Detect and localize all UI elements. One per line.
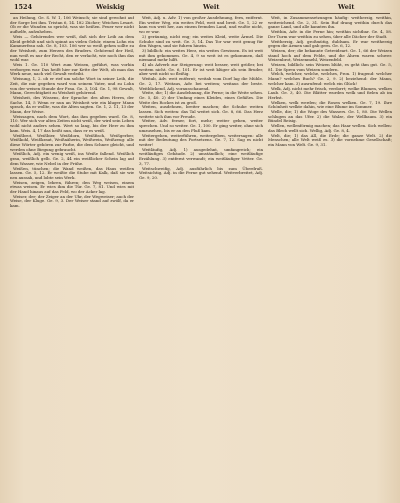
page-number: 1524	[14, 3, 33, 11]
entry-paragraph: Weite, die; 1) die Ausdehnung, die Ferne; in die Weite sehen. Ge. 5, 40. 2) der Umfang eines Kleides, eines Gefäßes. Die Weite des Rockes ist zu groß.	[139, 90, 263, 105]
entry-paragraph: Weit, Adj. u. Adv. 1) von großer Ausdehnung, fern, entfernt. Ein weiter Weg, ein weites Feld, weit und breit. Ge. 1, 22 er kam von weit her, aus einem fremden Land, und wußte nicht, wo er war.	[139, 16, 263, 35]
header-rule	[10, 13, 390, 14]
entry-paragraph: Welt, die; 1) das All, die Erde; die ganze Welt. 2) die Menschen; alle Welt weiß es. 3) die vornehme Gesellschaft; ein Mann von Welt. Ge. 9, 31.	[268, 132, 392, 147]
entry-paragraph: an Heilung, Ge. S. W. 1, 106 Weinsch; sie sind gewohnt auf der Sorge bei ihm. Tristan 6, 14. 182 Zücher; Weichen Lesart. Ob er die Wunden so spricht, was sie heißen. Feuer wer nicht aufhelfe, aufzuheben.	[10, 16, 134, 35]
entry-paragraph: Weitläufig, Adj. 1) ausgedehnt, umfangreich; ein weitläufiges Gebäude. 2) umständlich; eine weitläufige Erzählung. 3) entfernt verwandt; ein weitläufiger Vetter. Ge. 3, 77.	[139, 146, 263, 166]
entry-paragraph: Weitherzig, Adj. großmütig, duldsam. Er war weitherzig gegen die Armen und gab gern. Ge. 6, 12.	[268, 38, 392, 49]
header-center-word: Weit	[203, 3, 220, 11]
entry-paragraph: Weißbrot, Weißbier, Weißdorn, Weißfisch, Weißgerber, Weißkohl, Weißkraut, Weißnäherin, Weißwein, Weißzeug: alle diese Wörter gehören zur Farbe, die dem Schnee gleicht, und werden ohne Biegung gebraucht.	[10, 132, 134, 152]
header-right-word: Weit	[338, 3, 355, 11]
entry-paragraph: Weitab, Adv. weit entfernt; weitab vom Dorf lag die Mühle. Ge. 2, 17. Weitaus, Adv. bei weitem; weitaus der beste. Weitblickend, Adj. vorausschauend.	[139, 76, 263, 91]
entry-paragraph: Weißen, tünchen; die Wand weißen, das Haus weißen lassen. Ge. 5, 12. Er weißte die Stube mit Kalk, daß sie wie neu aussah, und lobte sein Werk.	[10, 165, 134, 180]
column-left	[10, 16, 134, 499]
entry-paragraph: Weiter, Adv. ferner, fort, mehr; weiter gehen, weiter sprechen. Und so weiter. Ge. 1, 100. Er ging weiter, ohne sich umzusehen, bis er an den Fluß kam.	[139, 118, 263, 133]
entry-paragraph: Weisung, 1, 2. ob er rief um solche Wort in seiner Leib, die Zeit, die mir gegeben ward von seinem Vater, und zu Lohn von der weisen Stunde der Frau. Ge. 3, 104. Ge. 1, 98 Gewalt, Mann, Gerechtigkeit zu Weisheit gehörend.	[10, 76, 134, 96]
entry-paragraph: Weitergehen, weiterführen, weitergeben, weitersagen: alle mit der Bedeutung des Fortsetzens. Ge. 7, 12. Sag es nicht weiter!	[139, 132, 263, 147]
entry-paragraph: Wellen, wellenförmig machen; das Haar wellen. Sich wellen: das Blech wellt sich. Wellig, Adj. Ge. 8, 4.	[268, 123, 392, 133]
entry-paragraph: Weißlich, Adj. ein wenig weiß, ins Weiße fallend. Weißlich grau, weißlich gelb. Ge. 2, 44 ein weißlicher Schein lag auf dem Wasser, wie Nebel in der Frühe.	[10, 151, 134, 166]
entry-paragraph: Weisheit, des Wissens, der Sprache: des alten Herrn, der Sache. 14, 5 Wenn er nun an Weisheit wie ein kluger Mann sprach, da er wollte, was die Alten sagten. Ge. 1, 2. 11, 13 der Mann, der Weise.	[10, 94, 134, 115]
header-left-word: Weiskig	[96, 3, 125, 11]
text-columns	[10, 16, 392, 499]
entry-paragraph: Welken, welk werden; die Rosen welken. Ge. 7, 19. Ihre Schönheit welkte dahin, wie eine Blume im Sommer.	[268, 99, 392, 110]
entry-paragraph: Welch, welcher, welche, welches, Pron. 1) fragend: welcher Mann? welches Buch? Ge. 2, 9. 2) beziehend: der Mann, welcher kam. 3) ausrufend: welch ein Glück!	[268, 71, 392, 86]
entry-paragraph: Weizen, der; die bekannte Getreideart. Ge. 1, 66 der Weizen stand hoch auf dem Felde, und die Ähren waren schwer. Weizenbrot, Weizenmehl, Weizenfeld.	[268, 47, 392, 63]
entry-paragraph: Weitschweifig, Adj. ausführlich bis zum Überdruß. Weitsichtig, Adj. in die Ferne gut sehend. Weitverbreitet, Adj. Ge. 9, 20.	[139, 165, 263, 180]
page-header	[8, 2, 392, 13]
column-right	[268, 16, 392, 499]
entry-paragraph: Weithin, Adv. in die Ferne hin; weithin sichtbar. Ge. 4, 58. Der Turm war weithin zu sehen, über alle Dächer der Stadt.	[268, 29, 392, 39]
entry-paragraph: Weissagen, nach dem Wort, das ihm gegeben ward. Ge. 8, 110. Wer sich vor alten Zeiten nicht weiß, der wird sein Leben wohl nicht anders sehen. Wert so lang, bis der Herr zu ihm kam. Weis. 4, 17 das heißt nun, dass er es weiß.	[10, 113, 134, 133]
column-middle	[139, 16, 263, 499]
entry-paragraph: 3) bildlich: ein weites Herz, ein weites Gewissen. Es ist weit mit ihm gekommen. Ge. 4, 9 so weit ist es gekommen, daß niemand mehr hilft.	[139, 47, 263, 63]
entry-paragraph: 2) geräumig, nicht eng; ein weites Kleid, weite Ärmel. Die Schuhe sind zu weit. Ge. 3, 14. Das Tor war weit genug für den Wagen, und sie fuhren hinein.	[139, 33, 263, 49]
entry-paragraph: 4) als Adverb zur Steigerung: weit besser, weit größer, bei weitem nicht. Ge. 6, 101. Er ist weit klüger als sein Bruder, aber weit nicht so fleißig.	[139, 62, 263, 77]
entry-paragraph: Weiten, ausdehnen, breiter machen; die Schuhe weiten lassen. Sich weiten: das Tal weitet sich. Ge. 8, 66. Das Herz weitete sich ihm vor Freude.	[139, 104, 263, 119]
entry-paragraph: Weizen, bildlich: sein Weizen blüht, es geht ihm gut. Ge. 5, 81. Die Spreu vom Weizen sondern.	[268, 62, 392, 72]
entry-paragraph: Welk, Adj. nicht mehr frisch, verdorrt; welke Blumen, welkes Laub. Ge. 3, 40. Die Blätter wurden welk und fielen ab im Herbst.	[268, 85, 392, 100]
entry-paragraph: Weiser, der; der Zeiger an der Uhr, der Wegweiser; auch der Weise, der Kluge. Ge. 9, 3. Der Weiser stand auf zwölf, da er kam.	[10, 193, 134, 209]
entry-paragraph: Welle, die; 1) die Woge des Wassers. Ge. 1, 80. Die Wellen schlugen an das Ufer. 2) die Walze, der Wellbaum. 3) ein Bündel Reisig.	[268, 109, 392, 124]
entry-paragraph: Weit, in Zusammensetzungen häufig: weitherzig, weithin, weitreichend. Ge. 2, 31. Sein Ruf drang weithin durch das ganze Land, und alle kannten ihn.	[268, 16, 392, 30]
entry-paragraph: Weis 1. Ge. 110 Wert zum Weisen, geführt, was vorhin verborgen war. Das heißt hier zur Kette der Welt, ob man das Werk neue, nach viel Gewalt verleiht.	[10, 62, 134, 77]
entry-paragraph: Weis — Gehörendes wer weiß, daß sich der Leib an dem Kleid gefehlt und sich spinnt an vielen Gehör, einem Lohn ein Kammerfrau sah. Ge. 8, 103. 106 wer so weiß gehen sollte zu der Weisheit, zum Herzen des Bruders. Gehörend der Heil, nun weiß es nur der Recht, den er verlacht, wie noch ihm das wohl war.	[10, 33, 134, 63]
entry-paragraph: Weisen, zeigen, lehren, führen; den Weg weisen, einem etwas weisen. Er wies ihm die Tür. Ge. 7, 81. Und wies mit der Hand hinaus auf das Feld, wo der Acker lag.	[10, 179, 134, 195]
